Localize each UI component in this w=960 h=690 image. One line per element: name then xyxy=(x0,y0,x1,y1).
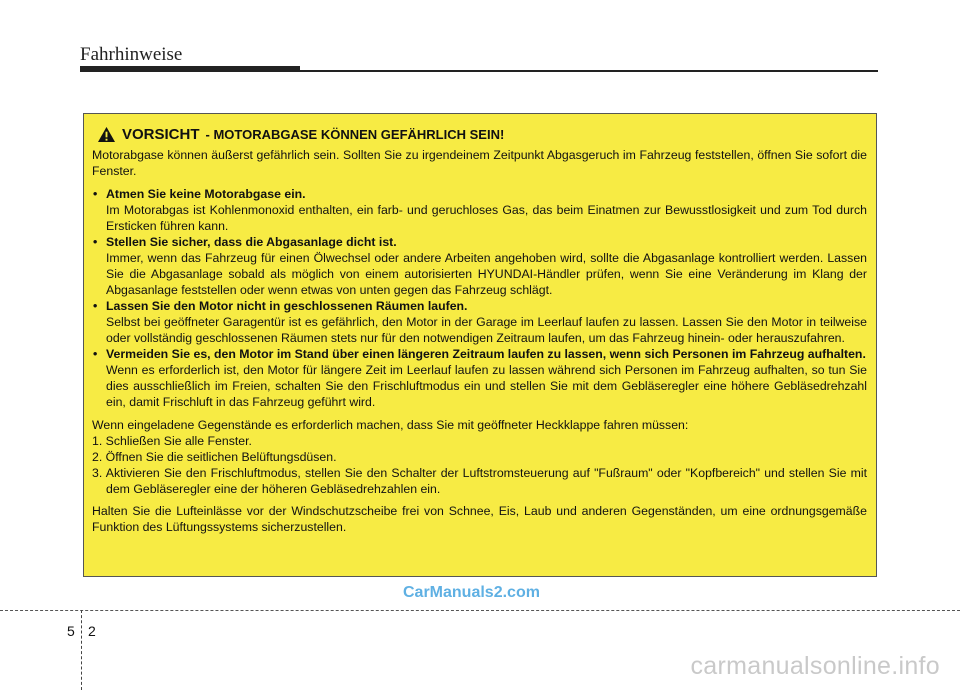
bullet-dot-icon: • xyxy=(93,299,98,313)
watermark-text: CarManuals2.com xyxy=(403,584,540,601)
page-footer-rule xyxy=(0,610,960,611)
page-number-divider xyxy=(81,610,83,690)
caution-intro: Motorabgase können äußerst gefährlich sein. Sollten Sie zu irgendeinem Zeitpunkt Abgasgeruch im Fahrzeug feststellen, öffnen Sie sofort die Fenster. xyxy=(92,148,867,178)
caution-heading xyxy=(97,122,867,146)
caution-bullet xyxy=(92,298,867,346)
chapter-number: 5 xyxy=(67,623,75,639)
cargo-intro: Wenn eingeladene Gegenstände es erforderlich machen, dass Sie mit geöffneter Heckklappe fahren müssen: xyxy=(92,418,689,432)
caution-closing: Halten Sie die Lufteinlässe vor der Windschutzscheibe frei von Schnee, Eis, Laub und anderen Gegenständen, um eine ordnungsgemäße Funktion des Lüftungssystems sicherzustellen. xyxy=(92,504,867,534)
cargo-instructions xyxy=(92,417,867,497)
step-item: 3. Aktivieren Sie den Frischluftmodus, stellen Sie den Schalter der Luftstromsteuerung auf "Fußraum" oder "Kopfbereich" und stellen Sie mit dem Gebläseregler eine der höheren Gebläsedrehzahlen ein. xyxy=(92,466,867,496)
bullet-body: Selbst bei geöffneter Garagentür ist es gefährlich, den Motor in der Garage im Leerlauf laufen zu lassen. Lassen Sie den Motor in teilweise oder vollständig geschlossenen Räumen stets nur für den notwendigen Zeitraum laufen, um das Fahrzeug hinein- oder herauszufahren. xyxy=(106,315,867,345)
bullet-body: Immer, wenn das Fahrzeug für einen Ölwechsel oder andere Arbeiten angehoben wird, sollte die Abgasanlage kontrolliert werden. Lassen Sie die Abgasanlage sobald als möglich von einem autorisierten HYUNDAI-Händler prüfen, wenn Sie eine Veränderung im Klang der Abgasanlage feststellen oder wenn etwas von unten gegen das Fahrzeug schlägt. xyxy=(106,251,867,297)
bullet-title: Lassen Sie den Motor nicht in geschlossenen Räumen laufen. xyxy=(106,299,468,313)
header-rule-thick xyxy=(80,66,300,72)
caution-subtitle: - MOTORABGASE KÖNNEN GEFÄHRLICH SEIN! xyxy=(205,126,505,142)
bullet-dot-icon: • xyxy=(93,187,98,201)
header-rule-thin xyxy=(300,70,878,72)
page-number: 2 xyxy=(88,623,96,639)
step-item: 2. Öffnen Sie die seitlichen Belüftungsdüsen. xyxy=(92,450,337,464)
bullet-title: Stellen Sie sicher, dass die Abgasanlage dicht ist. xyxy=(106,235,397,249)
caution-bullet xyxy=(92,186,867,234)
caution-bullet xyxy=(92,346,867,410)
bullet-body: Im Motorabgas ist Kohlenmonoxid enthalten, ein farb- und geruchloses Gas, das beim Einatmen zur Bewusstlosigkeit und zum Tod durch Ersticken führen kann. xyxy=(106,203,867,233)
caution-box xyxy=(83,113,877,577)
footer-site-watermark: carmanualsonline.info xyxy=(690,652,940,680)
caution-bullet xyxy=(92,234,867,298)
step-item: 1. Schließen Sie alle Fenster. xyxy=(92,434,252,448)
caution-label: VORSICHT xyxy=(122,125,200,143)
caution-bullet-list xyxy=(92,186,867,410)
bullet-title: Vermeiden Sie es, den Motor im Stand über einen längeren Zeitraum laufen zu lassen, wenn sich Personen im Fahrzeug aufhalten. xyxy=(106,347,866,361)
bullet-dot-icon: • xyxy=(93,235,98,249)
warning-triangle-icon xyxy=(97,126,116,143)
section-title: Fahrhinweise xyxy=(80,44,183,65)
bullet-title: Atmen Sie keine Motorabgase ein. xyxy=(106,187,306,201)
bullet-body: Wenn es erforderlich ist, den Motor für längere Zeit im Leerlauf laufen zu lassen während sich Personen im Fahrzeug aufhalten, so tun Sie dies ausschließlich im Freien, schalten Sie den Frischluftmodus ein und stellen Sie mit dem Gebläseregler eine höhere Gebläsedrehzahl ein, damit Frischluft in das Fahrzeug geführt wird. xyxy=(106,363,867,409)
bullet-dot-icon: • xyxy=(93,347,98,361)
